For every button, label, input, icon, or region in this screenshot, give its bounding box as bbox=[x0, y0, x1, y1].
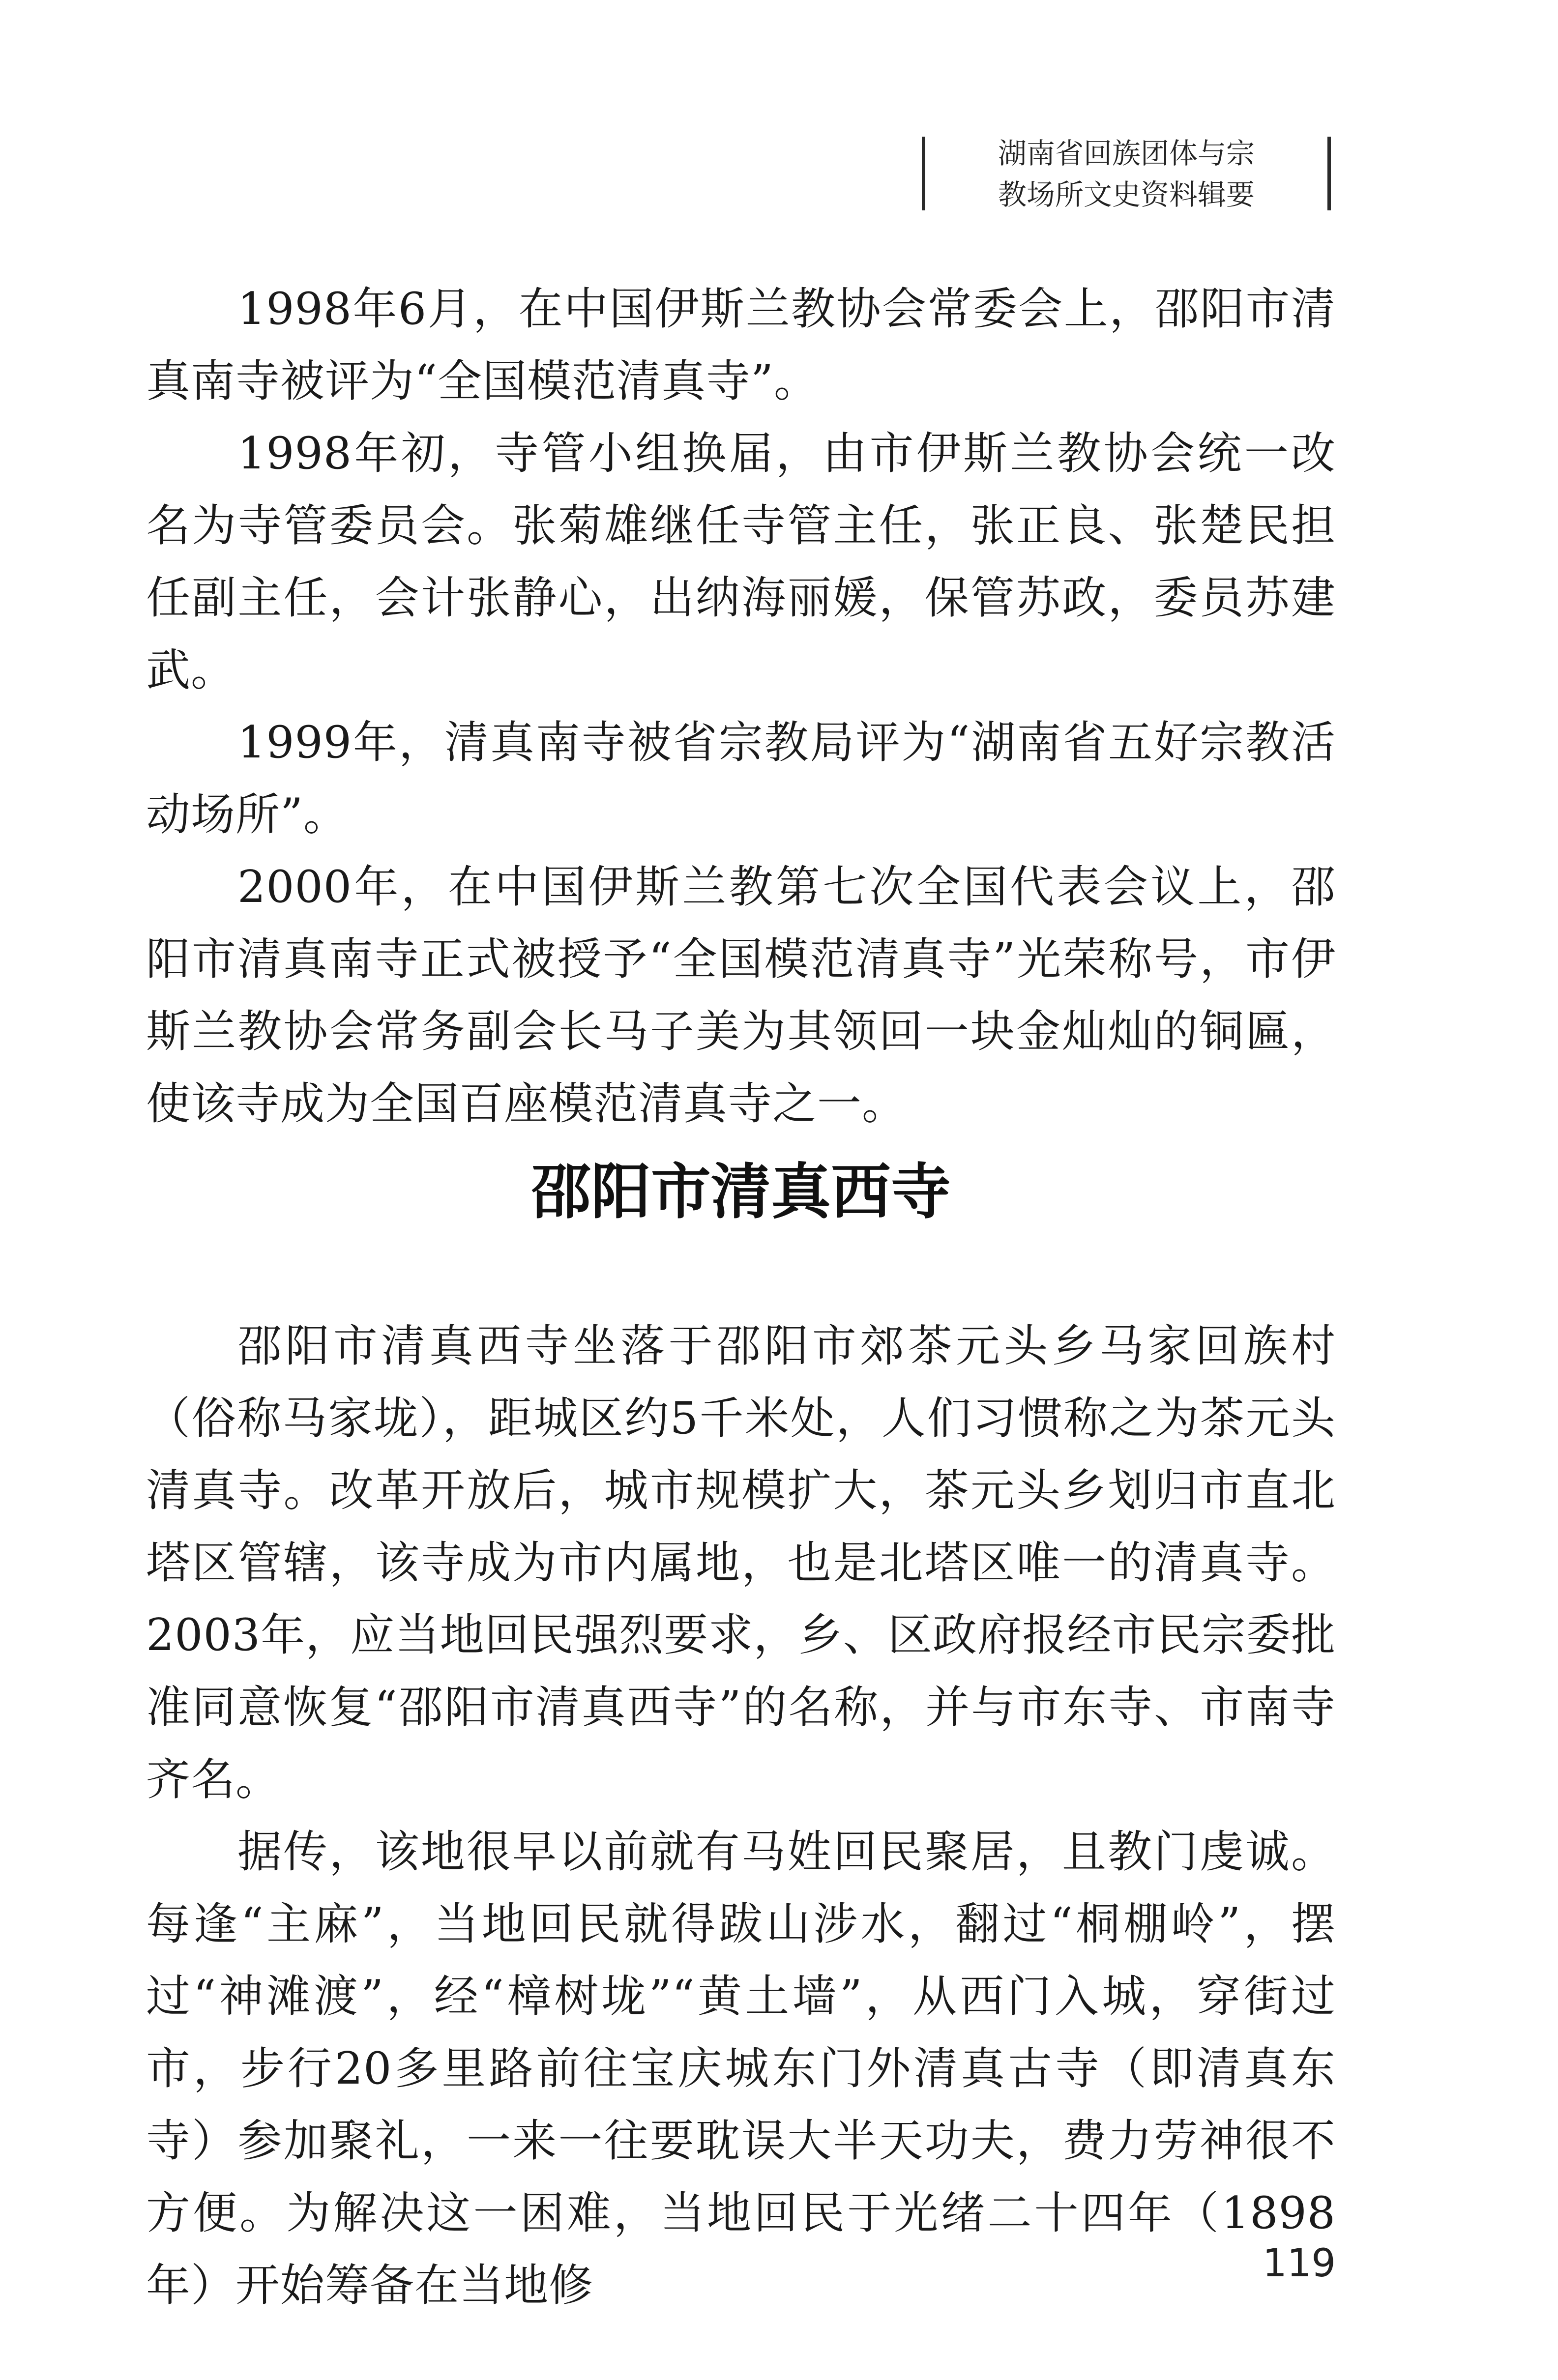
section-xi-si bbox=[146, 1310, 1336, 2322]
paragraph: 1998年初，寺管小组换届，由市伊斯兰教协会统一改名为寺管委员会。张菊雄继任寺管主任，张正良、张楚民担任副主任，会计张静心，出纳海丽媛，保管苏政，委员苏建武。 bbox=[146, 428, 1336, 696]
running-head bbox=[922, 133, 1331, 216]
running-head-line-2: 教场所文史资料辑要 bbox=[998, 178, 1255, 211]
page-number: 119 bbox=[1263, 2241, 1336, 2286]
running-head-right-rule bbox=[1327, 137, 1331, 210]
paragraph: 邵阳市清真西寺坐落于邵阳市郊茶元头乡马家回族村（俗称马家垅），距城区约5千米处，人们习惯称之为茶元头清真寺。改革开放后，城市规模扩大，茶元头乡划归市直北塔区管辖，该寺成为市内属地，也是北塔区唯一的清真寺。2003年，应当地回民强烈要求，乡、区政府报经市民宗委批准同意恢复“邵阳市清真西寺”的名称，并与市东寺、市南寺齐名。 bbox=[146, 1320, 1336, 1805]
paragraph: 据传，该地很早以前就有马姓回民聚居，且教门虔诚。每逢“主麻”，当地回民就得跋山涉水，翻过“桐棚岭”，摆过“神滩渡”，经“樟树垅”“黄土墙”，从西门入城，穿街过市，步行20多里路前往宝庆城东门外清真古寺（即清真东寺）参加聚礼，一来一往要耽误大半天功夫，费力劳神很不方便。为解决这一困难，当地回民于光绪二十四年（1898年）开始筹备在当地修 bbox=[146, 1826, 1336, 2311]
paragraph: 1999年，清真南寺被省宗教局评为“湖南省五好宗教活动场所”。 bbox=[146, 717, 1336, 841]
section-nan-si-continued bbox=[146, 273, 1336, 1140]
section-heading: 邵阳市清真西寺 bbox=[531, 1157, 951, 1227]
paragraph: 2000年，在中国伊斯兰教第七次全国代表会议上，邵阳市清真南寺正式被授予“全国模范清真寺”光荣称号，市伊斯兰教协会常务副会长马子美为其领回一块金灿灿的铜匾，使该寺成为全国百座模范清真寺之一。 bbox=[146, 861, 1336, 1130]
paragraph: 1998年6月，在中国伊斯兰教协会常委会上，邵阳市清真南寺被评为“全国模范清真寺”。 bbox=[146, 283, 1336, 407]
running-head-line-1: 湖南省回族团体与宗 bbox=[998, 137, 1255, 170]
running-head-title bbox=[922, 133, 1331, 215]
